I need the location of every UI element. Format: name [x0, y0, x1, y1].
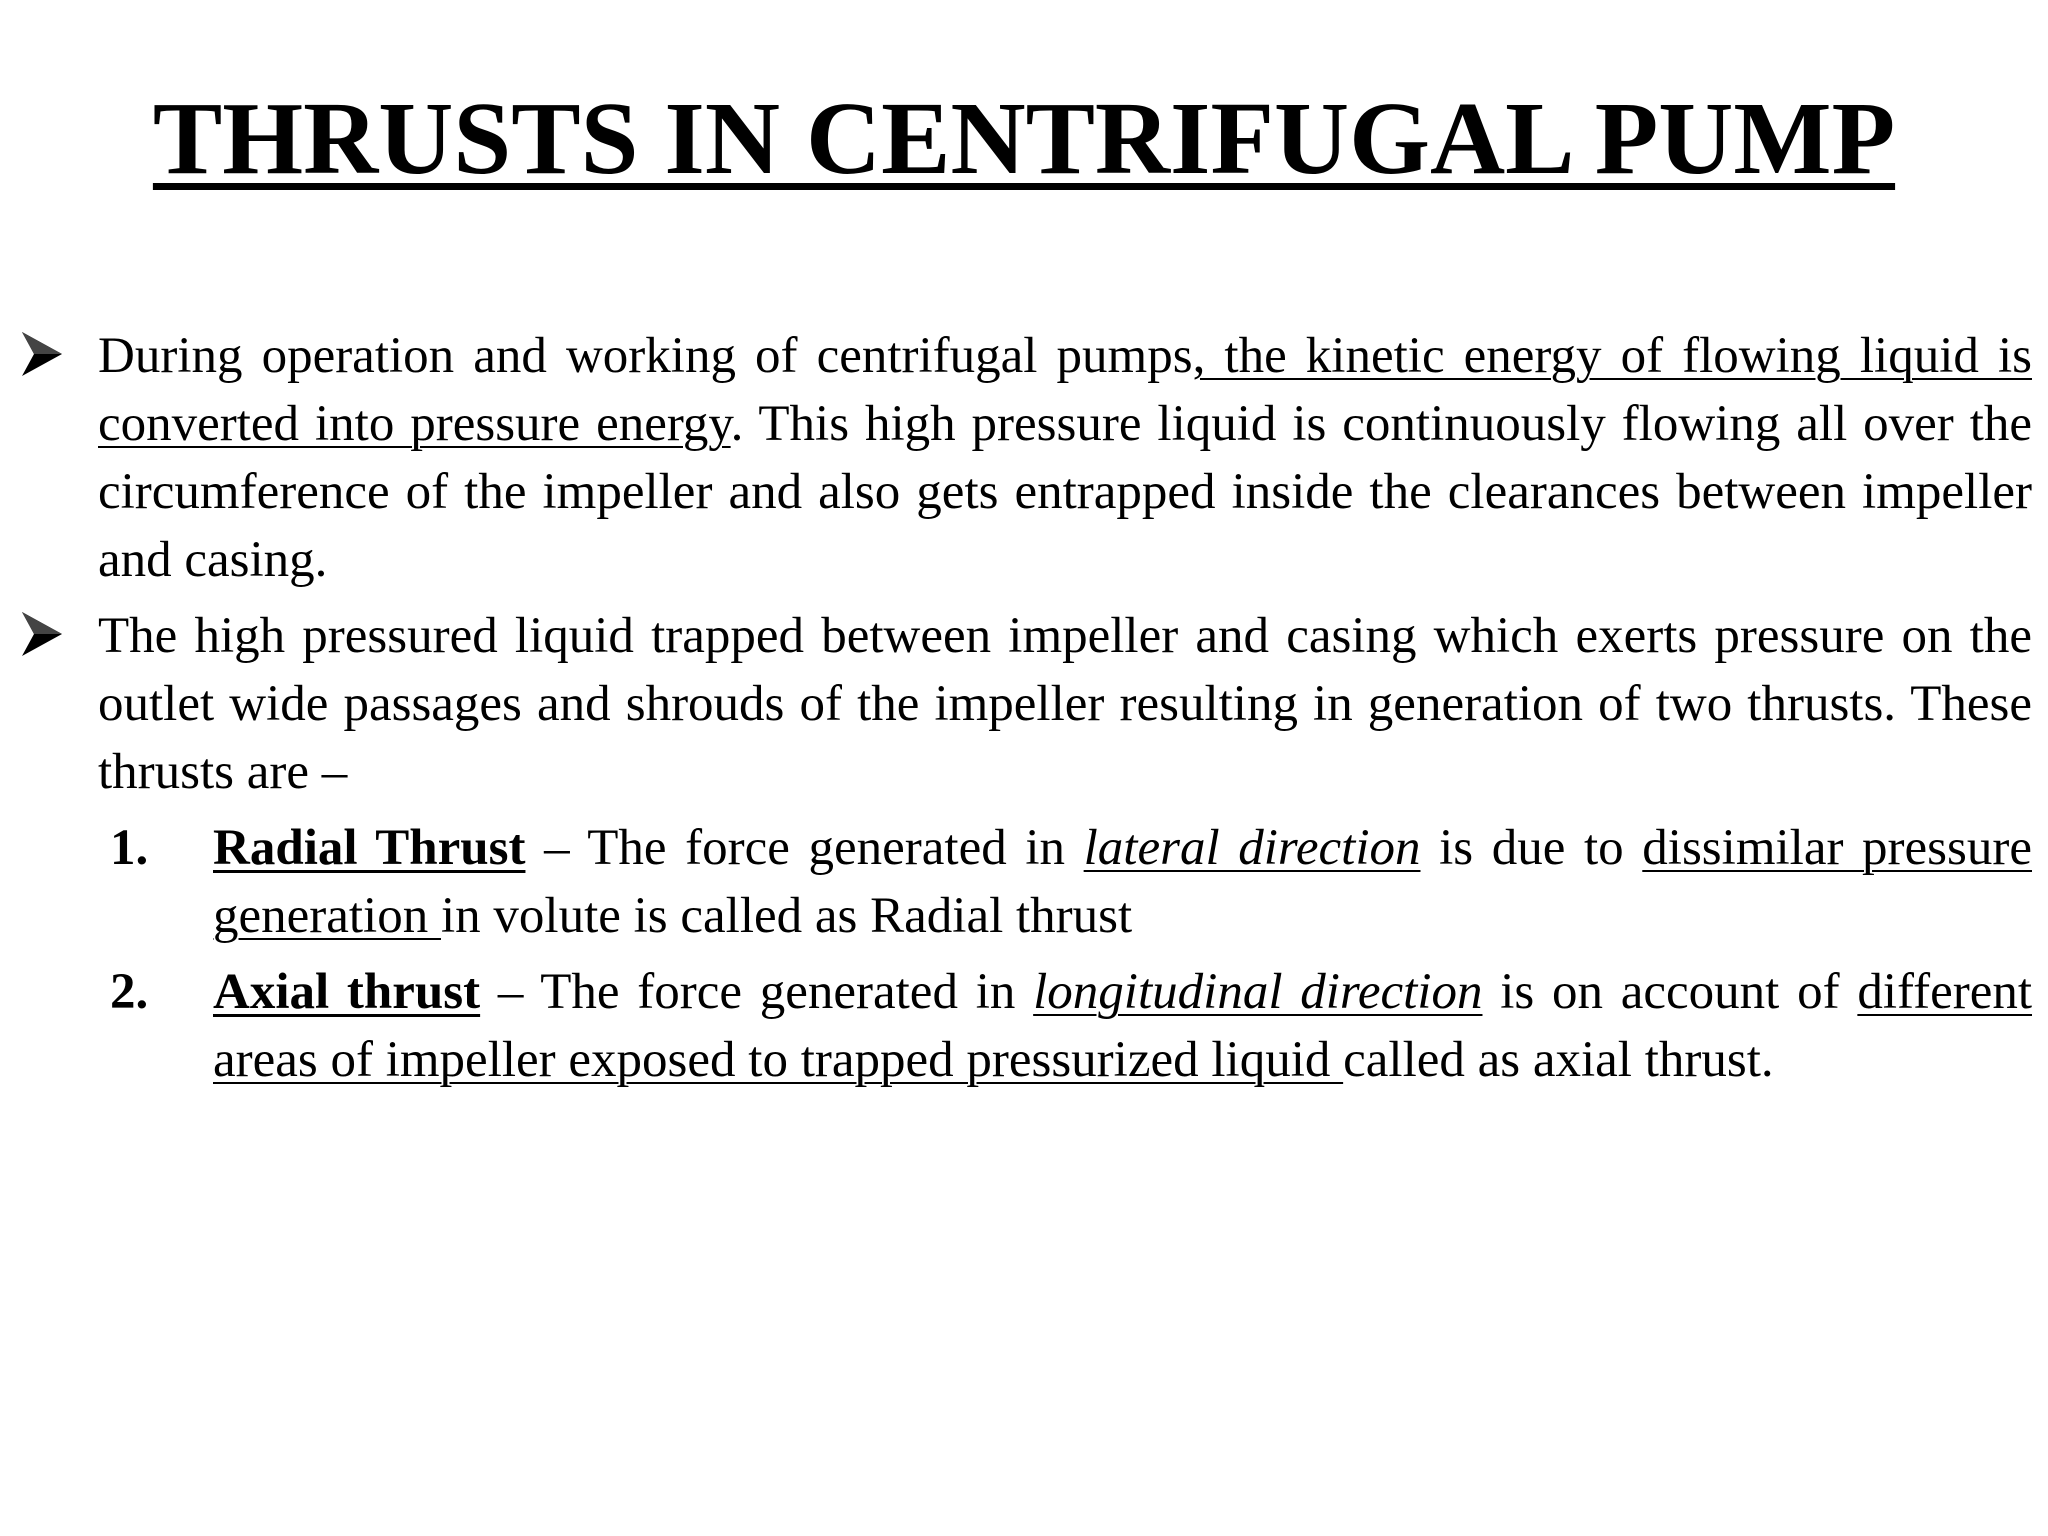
thrust-text-segment: called as axial thrust.: [1343, 1032, 1774, 1088]
bullet-text-segment: During operation and working of centrifugal pumps: [98, 328, 1193, 384]
bullet-text-segment: . This high pressure liquid is continuously flowing all over the circumference of the impeller and also gets entrapped inside the clearances between impeller and casing.: [98, 396, 2033, 588]
thrust-item-radial: [0, 814, 2048, 950]
thrust-text-segment: in volute is called as Radial thrust: [440, 888, 1133, 944]
thrust-text-segment: is on account of: [1482, 964, 1858, 1020]
thrust-direction: lateral direction: [1083, 820, 1421, 876]
list-number: 2.: [110, 964, 149, 1020]
slide-title: THRUSTS IN CENTRIFUGAL PUMP: [152, 81, 1896, 196]
arrow-bullet-icon: [20, 606, 66, 662]
thrust-term: Radial Thrust: [213, 820, 526, 876]
bullet-text-underlined: , the kinetic energy of flowing liquid is converted into pressure energy: [98, 328, 2032, 452]
bullet-list: [0, 322, 2048, 1102]
thrust-list: [0, 814, 2048, 1094]
thrust-text-segment: is due to: [1420, 820, 1643, 876]
thrust-cause: dissimilar pressure generation: [213, 820, 2032, 944]
list-number: 1.: [110, 820, 149, 876]
bullet-text: [98, 322, 2032, 594]
thrust-item-axial: [0, 958, 2048, 1094]
thrust-text-segment: – The force generated in: [480, 964, 1034, 1020]
thrust-text: [213, 958, 2032, 1094]
bullet-item: [0, 322, 2048, 594]
thrust-direction: longitudinal direction: [1033, 964, 1483, 1020]
thrust-text-segment: – The force generated in: [525, 820, 1084, 876]
arrow-bullet-icon: [20, 326, 66, 382]
thrust-cause: different areas of impeller exposed to trapped pressurized liquid: [213, 964, 2032, 1088]
thrust-term: Axial thrust: [213, 964, 481, 1020]
bullet-text: The high pressured liquid trapped between impeller and casing which exerts pressure on the outlet wide passages and shrouds of the impeller resulting in generation of two thrusts. These thrusts are –: [98, 608, 2032, 800]
thrust-text: [213, 814, 2032, 950]
bullet-item: [0, 602, 2048, 806]
